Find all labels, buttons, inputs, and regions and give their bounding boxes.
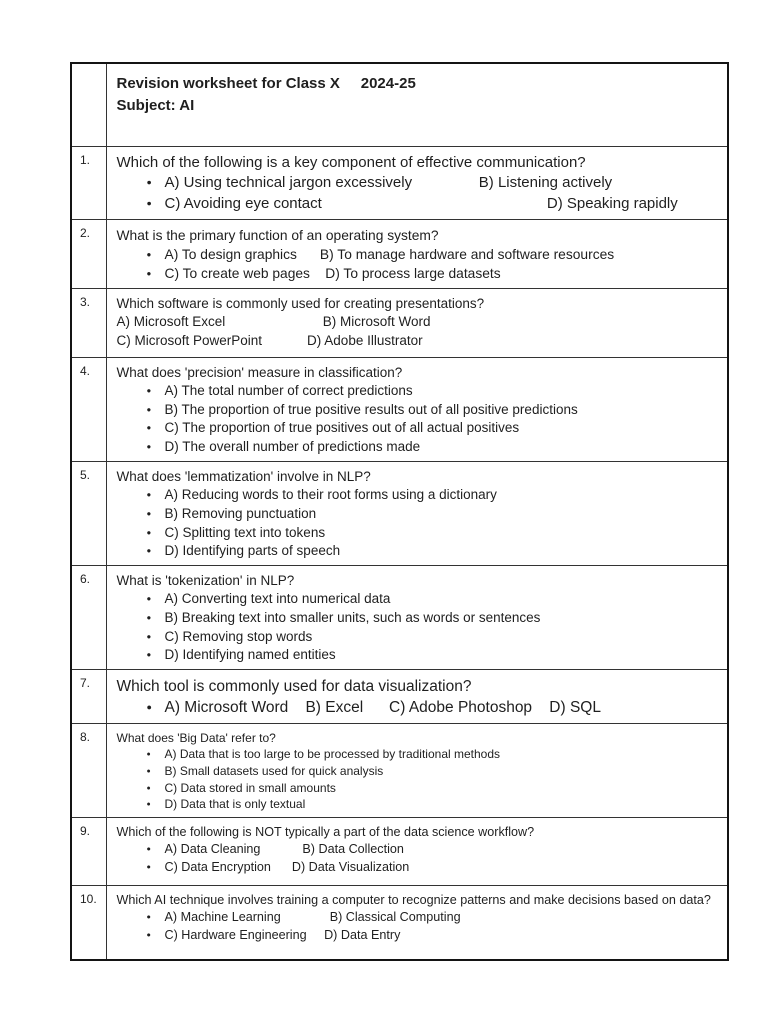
option-text: D) Data that is only textual [164, 797, 306, 812]
worksheet-subject: Subject: AI [116, 96, 195, 114]
option-text: A) Converting text into numerical data [164, 591, 391, 607]
option-line [117, 841, 714, 858]
option-text: A) Machine Learning B) Classical Computing [164, 910, 461, 925]
option-text: A) Microsoft Word B) Excel C) Adobe Photoshop D) SQL [164, 699, 601, 717]
option-line [117, 264, 714, 283]
option-line [117, 796, 714, 813]
option-text: B) Removing punctuation [164, 505, 317, 521]
worksheet-body [71, 63, 728, 960]
bullet-icon [147, 746, 165, 763]
question-number: 9. [71, 817, 106, 885]
option-line [117, 628, 714, 647]
question-number: 6. [71, 565, 106, 669]
option-line [117, 609, 714, 628]
option-line [117, 382, 714, 401]
header-cell [106, 63, 728, 146]
question-text: Which of the following is NOT typically a part of the data science workflow? [116, 824, 535, 839]
bullet-icon [147, 841, 165, 858]
option-text: A) Microsoft Excel B) Microsoft Word [116, 314, 431, 330]
option-text: D) Identifying parts of speech [164, 543, 341, 559]
worksheet-title: Revision worksheet for Class X 2024-25 [116, 75, 416, 92]
option-text: A) The total number of correct predictions [164, 383, 413, 399]
option-line [117, 505, 714, 524]
option-line [117, 524, 714, 543]
option-text: C) Data stored in small amounts [164, 780, 336, 795]
question-text: What is 'tokenization' in NLP? [116, 572, 295, 588]
bullet-icon [147, 382, 165, 401]
question-row [71, 461, 728, 565]
question-row [71, 146, 728, 219]
bullet-icon [147, 697, 165, 718]
option-line [117, 780, 714, 797]
option-text: B) Small datasets used for quick analysis [164, 764, 384, 779]
option-line [117, 646, 714, 665]
question-text: What does 'precision' measure in classification? [116, 364, 403, 380]
question-text: What is the primary function of an operating system? [116, 227, 439, 243]
option-line [117, 542, 714, 561]
question-number: 3. [71, 288, 106, 357]
question-row [71, 288, 728, 357]
question-text: What does 'lemmatization' involve in NLP? [116, 468, 371, 484]
question-text: Which tool is commonly used for data visualization? [116, 677, 472, 695]
option-text: C) The proportion of true positives out of all actual positives [164, 420, 520, 436]
question-number: 1. [71, 146, 106, 219]
option-text: B) The proportion of true positive results out of all positive predictions [164, 401, 578, 417]
bullet-icon [147, 542, 165, 561]
question-row [71, 565, 728, 669]
option-line [117, 486, 714, 505]
bullet-icon [147, 646, 165, 665]
header-number-cell [71, 63, 106, 146]
question-cell [106, 885, 728, 960]
question-cell [106, 817, 728, 885]
option-line [117, 401, 714, 420]
option-text: C) To create web pages D) To process large datasets [164, 265, 501, 281]
bullet-icon [147, 628, 165, 647]
question-cell [106, 669, 728, 723]
question-text: Which software is commonly used for creating presentations? [116, 295, 485, 311]
question-row [71, 669, 728, 723]
bullet-icon [147, 609, 165, 628]
bullet-icon [147, 590, 165, 609]
option-text: B) Breaking text into smaller units, such as words or sentences [164, 610, 541, 626]
option-text: A) Data that is too large to be processed by traditional methods [164, 747, 501, 762]
option-line [117, 909, 714, 926]
worksheet-table [70, 62, 729, 961]
question-row [71, 357, 728, 461]
option-line [117, 763, 714, 780]
question-number: 10. [71, 885, 106, 960]
bullet-icon [147, 763, 165, 780]
option-text: D) Identifying named entities [164, 647, 336, 663]
option-line [117, 697, 714, 718]
question-number: 5. [71, 461, 106, 565]
question-number: 8. [71, 723, 106, 817]
option-line [117, 419, 714, 438]
question-text: What does 'Big Data' refer to? [116, 730, 276, 745]
option-text: A) Data Cleaning B) Data Collection [164, 842, 404, 857]
option-text: C) Avoiding eye contact D) Speaking rapidly [164, 194, 678, 212]
question-cell [106, 219, 728, 288]
question-number: 4. [71, 357, 106, 461]
question-cell [106, 146, 728, 219]
question-row [71, 723, 728, 817]
option-line [117, 245, 714, 264]
option-text: C) Removing stop words [164, 628, 313, 644]
option-text: C) Microsoft PowerPoint D) Adobe Illustrator [116, 332, 423, 348]
question-cell [106, 565, 728, 669]
option-line [117, 332, 714, 351]
option-line [117, 313, 714, 332]
option-line [117, 746, 714, 763]
bullet-icon [147, 245, 165, 264]
question-cell [106, 723, 728, 817]
bullet-icon [147, 173, 165, 194]
bullet-icon [147, 438, 165, 457]
option-line [117, 590, 714, 609]
option-text: A) Using technical jargon excessively B) Listening actively [164, 174, 613, 192]
option-text: A) To design graphics B) To manage hardware and software resources [164, 246, 615, 262]
question-text: Which AI technique involves training a computer to recognize patterns and make decisions based on data? [116, 892, 711, 907]
question-number: 2. [71, 219, 106, 288]
bullet-icon [147, 505, 165, 524]
bullet-icon [147, 401, 165, 420]
question-cell [106, 461, 728, 565]
question-row [71, 885, 728, 960]
bullet-icon [147, 927, 165, 944]
option-line [117, 927, 714, 944]
bullet-icon [147, 264, 165, 283]
question-text: Which of the following is a key component of effective communication? [116, 153, 586, 171]
header-row [71, 63, 728, 146]
option-text: A) Reducing words to their root forms using a dictionary [164, 487, 497, 503]
option-text: C) Splitting text into tokens [164, 524, 326, 540]
bullet-icon [147, 780, 165, 797]
question-number: 7. [71, 669, 106, 723]
question-row [71, 219, 728, 288]
bullet-icon [147, 486, 165, 505]
bullet-icon [147, 909, 165, 926]
option-text: C) Hardware Engineering D) Data Entry [164, 927, 401, 942]
bullet-icon [147, 419, 165, 438]
bullet-icon [147, 859, 165, 876]
option-text: D) The overall number of predictions made [164, 439, 421, 455]
bullet-icon [147, 796, 165, 813]
bullet-icon [147, 194, 165, 215]
bullet-icon [147, 524, 165, 543]
question-cell [106, 288, 728, 357]
question-row [71, 817, 728, 885]
question-cell [106, 357, 728, 461]
option-line [117, 438, 714, 457]
option-line [117, 859, 714, 876]
option-line [117, 173, 714, 194]
option-line [117, 194, 714, 215]
option-text: C) Data Encryption D) Data Visualization [164, 859, 410, 874]
